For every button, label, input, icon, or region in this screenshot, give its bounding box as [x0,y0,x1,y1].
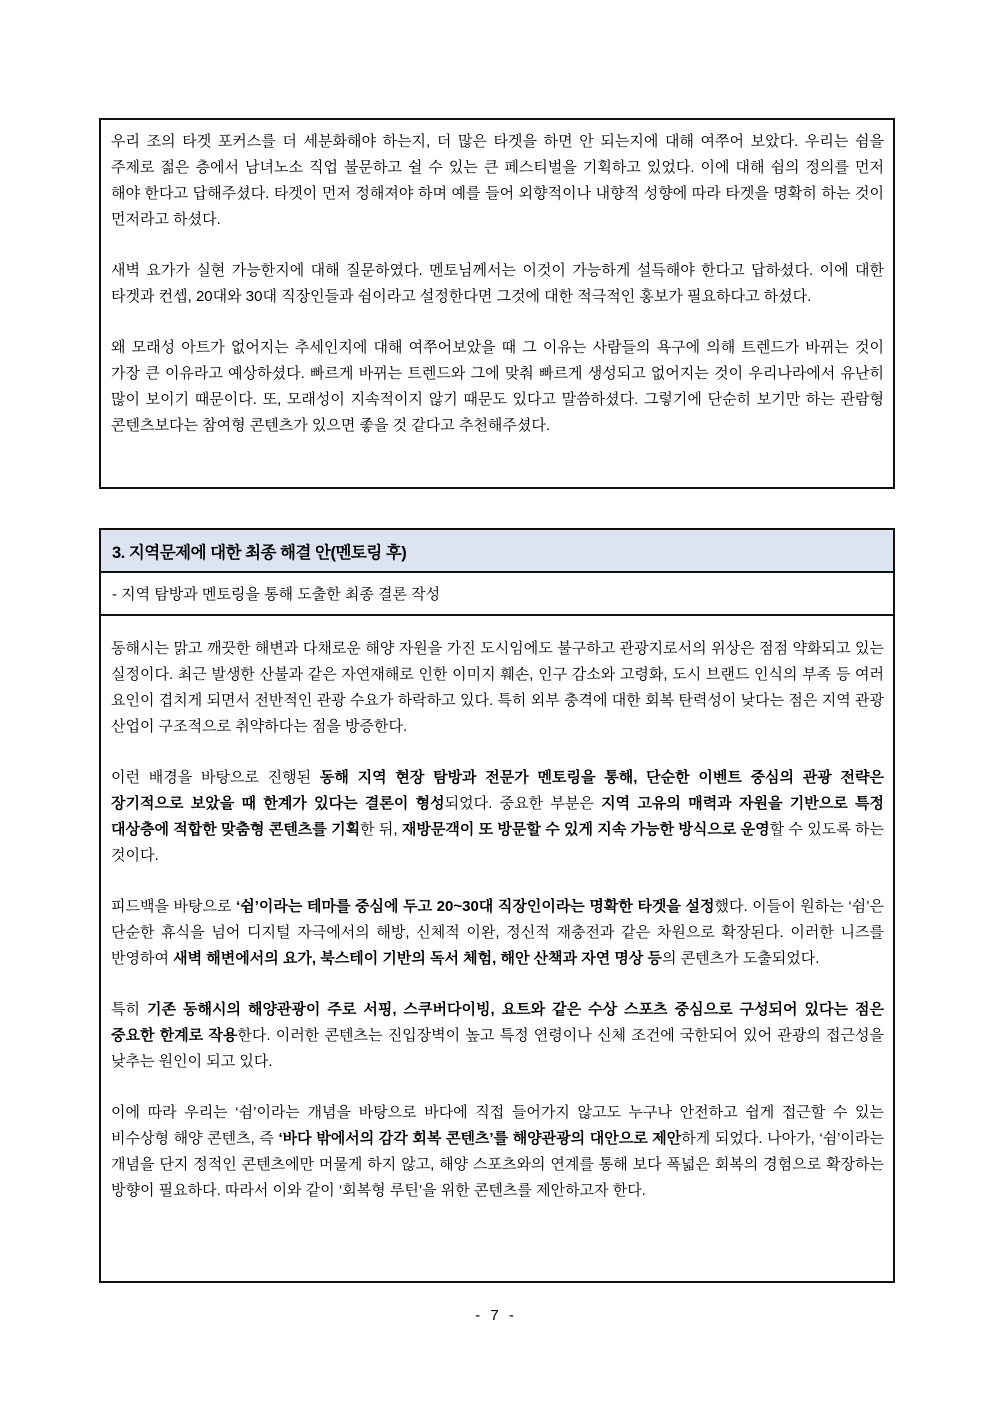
final-solution-section [99,528,895,1283]
section-title: 3. 지역문제에 대한 최종 해결 안(멘토링 후) [101,530,893,573]
paragraph: 동해시는 맑고 깨끗한 해변과 다채로운 해양 자원을 가진 도시임에도 불구하고 관광지로서의 위상은 점점 약화되고 있는 실정이다. 최근 발생한 산불과 같은 자연재해로 인한 이미지 훼손, 인구 감소와 고령화, 도시 브랜드 인식의 부족 등 여러 요인이 겹치게 되면서 전반적인 관광 수요가 하락하고 있다. 특히 외부 충격에 대한 회복 탄력성이 낮다는 점은 지역 관광 산업이 구조적으로 취약하다는 점을 방증한다. [111,640,885,735]
paragraph: 이런 배경을 바탕으로 진행된 동해 지역 현장 탐방과 전문가 멘토링을 통해, 단순한 이벤트 중심의 관광 전략은 장기적으로 보았을 때 한계가 있다는 결론이 형성되었다. 중요한 부분은 지역 고유의 매력과 자원을 기반으로 특정 대상층에 적합한 맞춤형 콘텐츠를 기획한 뒤, 재방문객이 또 방문할 수 있게 지속 가능한 방식으로 운영할 수 있도록 하는 것이다. [111,769,885,864]
paragraph: 우리 조의 타겟 포커스를 더 세분화해야 하는지, 더 많은 타겟을 하면 안 되는지에 대해 여쭈어 보았다. 우리는 쉼을 주제로 젊은 층에서 남녀노소 직업 불문하고 쉴 수 있는 큰 페스티벌을 기획하고 있었다. 이에 대해 쉼의 정의를 먼저 해야 한다고 답해주셨다. 타겟이 먼저 정해져야 하며 예를 들어 외향적이나 내향적 성향에 따라 타겟을 명확히 하는 것이 먼저라고 하셨다. [111,133,884,228]
paragraph: 새벽 요가가 실현 가능한지에 대해 질문하였다. 멘토님께서는 이것이 가능하게 설득해야 한다고 답하셨다. 이에 대한 타겟과 컨셉, 20대와 30대 직장인들과 쉼이라고 설정한다면 그것에 대한 적극적인 홍보가 필요하다고 하셨다. [111,262,884,305]
page-number: - 7 - [475,1307,517,1324]
final-solution-content [101,616,893,1277]
mentoring-feedback-content [101,120,893,439]
paragraph: 피드백을 바탕으로 ‘쉼’이라는 테마를 중심에 두고 20~30대 직장인이라는 명확한 타겟을 설정했다. 이들이 원하는 ‘쉼’은 단순한 휴식을 넘어 디지털 자극에서의 해방, 신체적 이완, 정신적 재충전과 같은 차원으로 확장된다. 이러한 니즈를 반영하여 새벽 해변에서의 요가, 북스테이 기반의 독서 체험, 해안 산책과 자연 명상 등의 콘텐츠가 도출되었다. [111,898,884,967]
paragraph: 왜 모래성 아트가 없어지는 추세인지에 대해 여쭈어보았을 때 그 이유는 사람들의 욕구에 의해 트렌드가 바뀌는 것이 가장 큰 이유라고 예상하셨다. 빠르게 바뀌는 트렌드와 그에 맞춰 빠르게 생성되고 없어지는 것이 우리나라에서 유난히 많이 보이기 때문이다. 또, 모래성이 지속적이지 않기 때문도 있다고 말씀하셨다. 그렇기에 단순히 보기만 하는 관람형 콘텐츠보다는 참여형 콘텐츠가 있으면 좋을 것 같다고 추천해주셨다. [111,339,884,434]
section-subtitle: - 지역 탐방과 멘토링을 통해 도출한 최종 결론 작성 [101,573,893,616]
paragraph: 이에 따라 우리는 ‘쉼’이라는 개념을 바탕으로 바다에 직접 들어가지 않고도 누구나 안전하고 쉽게 접근할 수 있는 비수상형 해양 콘텐츠, 즉 ‘바다 밖에서의 감각 회복 콘텐츠’를 해양관광의 대안으로 제안하게 되었다. 나아가, ‘쉼’이라는 개념을 단지 정적인 콘텐츠에만 머물게 하지 않고, 해양 스포츠와의 연계를 통해 보다 폭넓은 회복의 경험으로 확장하는 방향이 필요하다. 따라서 이와 같이 ‘회복형 루틴’을 위한 콘텐츠를 제안하고자 한다. [111,1104,884,1199]
mentoring-feedback-box [99,118,895,489]
paragraph: 특히 기존 동해시의 해양관광이 주로 서핑, 스쿠버다이빙, 요트와 같은 수상 스포츠 중심으로 구성되어 있다는 점은 중요한 한계로 작용한다. 이러한 콘텐츠는 진입장벽이 높고 특정 연령이나 신체 조건에 국한되어 있어 관광의 접근성을 낮추는 원인이 되고 있다. [111,1001,885,1070]
document-page [0,118,992,1403]
